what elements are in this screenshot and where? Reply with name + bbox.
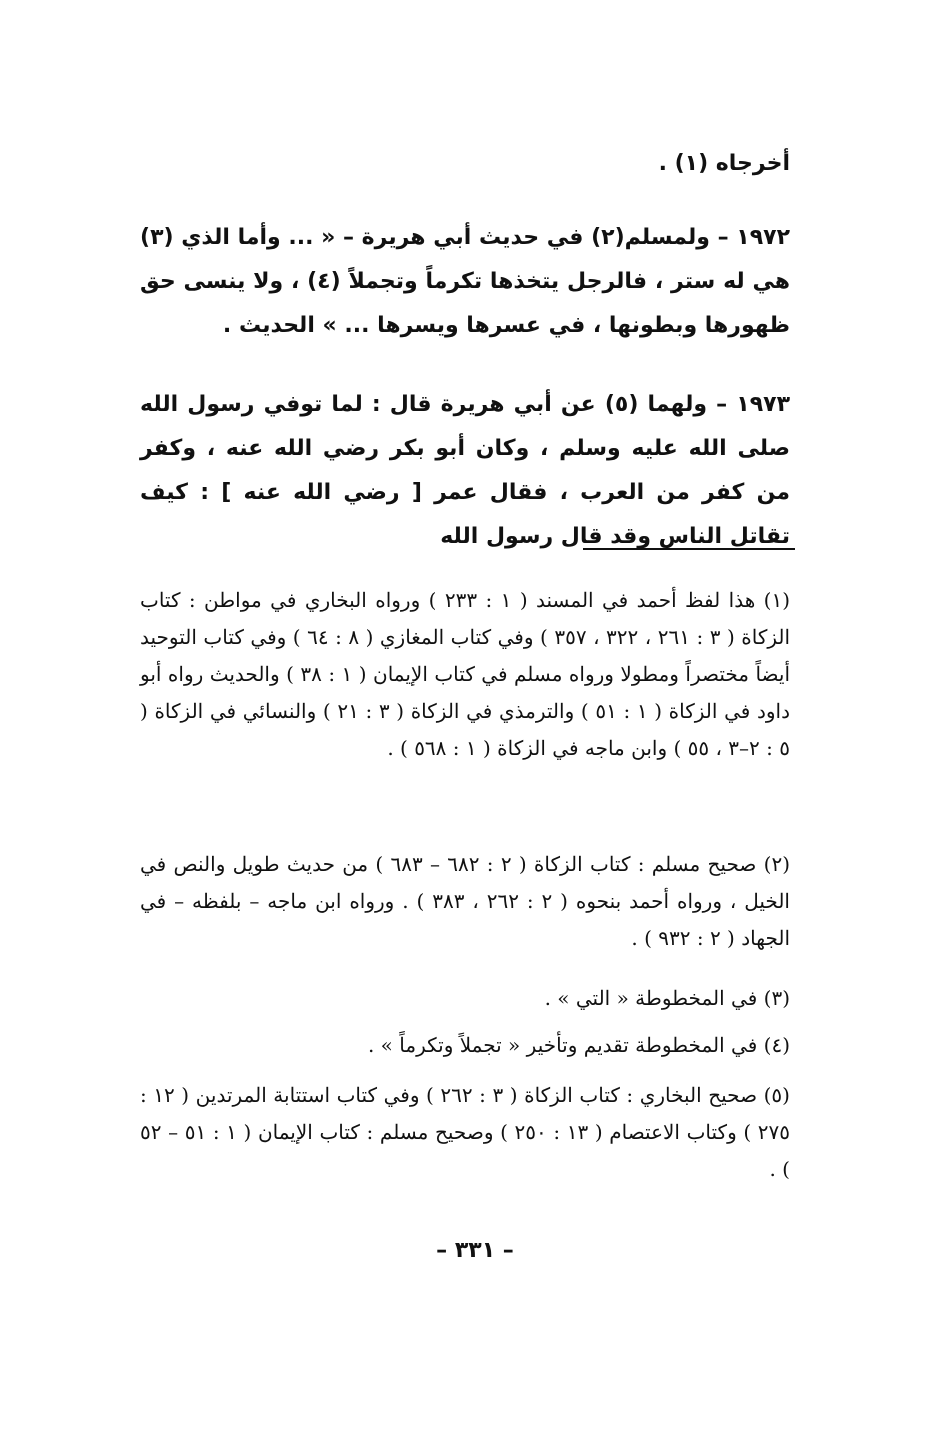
page-number: – ٣٣١ – [436,1238,514,1263]
footnote-3: (٣) في المخطوطة « التي » . [544,986,790,1010]
footnote-5: (٥) صحيح البخاري : كتاب الزكاة ( ٣ : ٢٦٢ ) وفي كتاب استتابة المرتدين ( ١٢ : ٢٧٥ ) وكتاب الاعتصام ( ١٣ : ٢٥٠ ) وصحيح مسلم : كتاب الإيمان ( ١ : ٥١ – ٥٢ ) . [140,1083,791,1181]
hadith-1972-paragraph: ١٩٧٢ – ولمسلم(٢) في حديث أبي هريرة – « ... وأما الذي (٣) هي له ستر ، فالرجل يتخذها تكرماً وتجملاً (٤) ، ولا ينسى حق ظهورها وبطونها ، في عسرها ويسرها ... » الحديث . [140,225,790,338]
continuation-line: أخرجاه (١) . [658,151,790,176]
footnote-4: (٤) في المخطوطة تقديم وتأخير « تجملاً وتكرماً » . [367,1033,790,1057]
footnote-divider [583,548,795,550]
footnote-1: (١) هذا لفظ أحمد في المسند ( ١ : ٢٣٣ ) ورواه البخاري في مواطن : كتاب الزكاة ( ٣ : ٢٦١ ، ٣٢٢ ، ٣٥٧ ) وفي كتاب المغازي ( ٨ : ٦٤ ) وفي كتاب التوحيد أيضاً مختصراً ومطولا ورواه مسلم في كتاب الإيمان ( ١ : ٣٨ ) والحديث رواه أبو داود في الزكاة ( ١ : ٥١ ) والترمذي في الزكاة ( ٣ : ٢١ ) والنسائي في الزكاة ( ٥ : ٢–٣ ، ٥٥ ) وابن ماجه في الزكاة ( ١ : ٥٦٨ ) . [140,588,791,760]
hadith-1973-paragraph: ١٩٧٣ – ولهما (٥) عن أبي هريرة قال : لما توفي رسول الله صلى الله عليه وسلم ، وكان أبو بكر رضي الله عنه ، وكفر من كفر من العرب ، فقال عمر [ رضي الله عنه ] : كيف تقاتل الناس وقد قال رسول الله [140,392,790,549]
footnote-2: (٢) صحيح مسلم : كتاب الزكاة ( ٢ : ٦٨٢ – ٦٨٣ ) من حديث طويل والنص في الخيل ، ورواه أحمد بنحوه ( ٢ : ٢٦٢ ، ٣٨٣ ) . ورواه ابن ماجه – بلفظه – في الجهاد ( ٢ : ٩٣٢ ) . [140,852,790,950]
